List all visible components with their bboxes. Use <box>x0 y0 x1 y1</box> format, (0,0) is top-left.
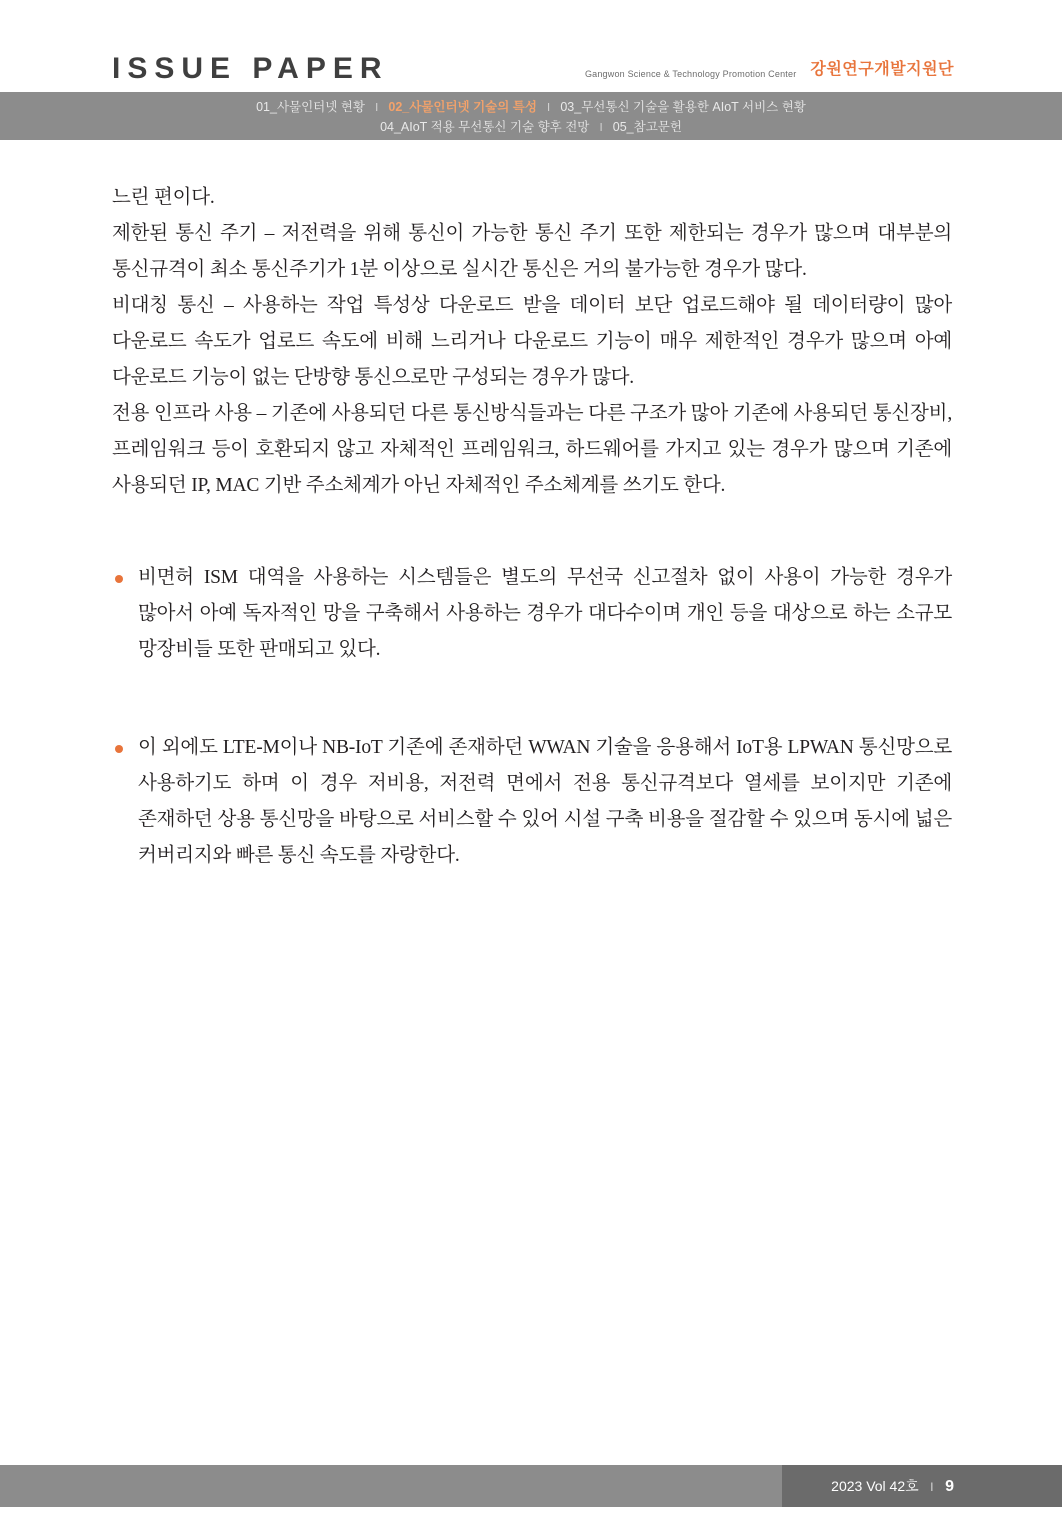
paragraph-4: 전용 인프라 사용 – 기존에 사용되던 다른 통신방식들과는 다른 구조가 많아 기존에 사용되던 통신장비, 프레임워크 등이 호환되지 않고 자체적인 프레임워크, 하드웨어를 가지고 있는 경우가 많으며 기존에 사용되던 IP, MAC 기반 주소체계가 아닌 자체적인 주소체계를 쓰기도 한다. <box>112 403 952 496</box>
nav-item-02[interactable]: 02_사물인터넷 기술의 특성 <box>388 100 537 114</box>
brand-name-english: Gangwon Science & Technology Promotion Center <box>584 69 797 79</box>
nav-separator: l <box>599 122 603 134</box>
footer-info <box>831 1476 954 1496</box>
page-footer <box>0 1443 1062 1535</box>
page-header <box>0 0 1062 140</box>
section-nav <box>0 98 1062 138</box>
nav-separator: l <box>547 102 550 114</box>
list-item <box>112 730 952 874</box>
brand-name-korean: 강원연구개발지원단 <box>810 61 954 78</box>
nav-item-04[interactable]: 04_AIoT 적용 무선통신 기술 향후 전망 <box>380 120 590 134</box>
bullet-dot-icon <box>115 745 123 753</box>
page-content <box>112 180 952 874</box>
nav-separator: l <box>375 102 378 114</box>
paragraph-2: 제한된 통신 주기 – 저전력을 위해 통신이 가능한 통신 주기 또한 제한되는 경우가 많으며 대부분의 통신규격이 최소 통신주기가 1분 이상으로 실시간 통신은 거의 불가능한 경우가 많다. <box>112 223 952 280</box>
list-item-text: 비면허 ISM 대역을 사용하는 시스템들은 별도의 무선국 신고절차 없이 사용이 가능한 경우가 많아서 아예 독자적인 망을 구축해서 사용하는 경우가 대다수이며 개인 등을 대상으로 하는 소규모 망장비들 또한 판매되고 있다. <box>138 567 952 660</box>
page-number: 9 <box>945 1478 954 1495</box>
paragraph-3: 비대칭 통신 – 사용하는 작업 특성상 다운로드 받을 데이터 보단 업로드해야 될 데이터량이 많아 다운로드 속도가 업로드 속도에 비해 느리거나 다운로드 기능이 매우 제한적인 경우가 많으며 아예 다운로드 기능이 없는 단방향 통신으로만 구성되는 경우가 많다. <box>112 295 952 388</box>
section-nav-band <box>0 92 1062 140</box>
nav-item-03[interactable]: 03_무선통신 기술을 활용한 AIoT 서비스 현황 <box>560 100 806 114</box>
nav-item-01[interactable]: 01_사물인터넷 현황 <box>256 100 365 114</box>
section-nav-line-2 <box>0 118 1062 138</box>
issue-label: 2023 Vol 42호 <box>831 1478 919 1494</box>
spacer <box>112 668 952 730</box>
paragraph-1: 느린 편이다. <box>112 187 215 208</box>
nav-item-05[interactable]: 05_참고문헌 <box>612 120 682 134</box>
brand-block <box>585 56 954 79</box>
spacer <box>112 504 952 560</box>
list-item-text: 이 외에도 LTE-M이나 NB-IoT 기존에 존재하던 WWAN 기술을 응용해서 IoT용 LPWAN 통신망으로 사용하기도 하며 이 경우 저비용, 저전력 면에서 전용 통신규격보다 열세를 보이지만 기존에 존재하던 상용 통신망을 바탕으로 서비스할 수 있어 시설 구축 비용을 절감할 수 있으며 동시에 넓은 커버리지와 빠른 통신 속도를 자랑한다. <box>138 737 952 866</box>
publication-title: ISSUE PAPER <box>112 52 389 85</box>
list-item <box>112 560 952 668</box>
bullet-dot-icon <box>115 575 123 583</box>
footer-separator: l <box>930 1480 934 1494</box>
